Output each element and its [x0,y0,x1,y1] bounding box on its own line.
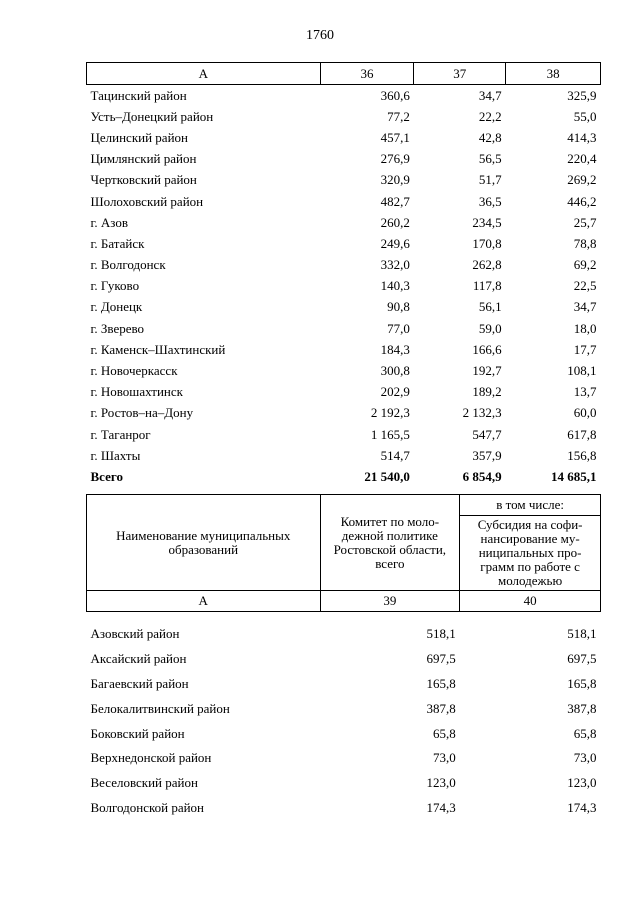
value-col-39-cell: 387,8 [426,700,456,716]
value-col-37-cell: 117,8 [472,278,502,294]
municipality-name-cell: Боковский район [90,725,185,741]
value-col-38-cell: 78,8 [573,235,597,251]
value-col-36-cell: 332,0 [380,257,410,273]
value-col-38-cell: 14 685,1 [551,468,597,484]
table-row [87,318,601,339]
table-row [87,796,601,821]
value-col-36-cell: 184,3 [380,341,410,357]
municipality-name-cell: г. Таганрог [90,426,151,442]
value-col-39-cell: 518,1 [426,626,456,642]
value-col-38-cell: 220,4 [567,151,597,167]
table-row [87,721,601,746]
table-row [87,85,601,107]
value-col-39-cell: 697,5 [426,651,456,667]
header-col-37: 37 [414,63,506,85]
municipality-name-cell: г. Новошахтинск [90,384,183,400]
value-col-38-cell: 269,2 [567,172,597,188]
value-col-37-cell: 166,6 [472,341,502,357]
value-col-38-cell: 108,1 [567,363,597,379]
header-letter-a: А [87,591,321,612]
table-row [87,191,601,212]
value-col-36-cell: 300,8 [380,363,410,379]
municipality-name-cell: г. Каменск–Шахтинский [90,341,226,357]
value-col-38-cell: 414,3 [567,129,597,145]
value-col-40-cell: 123,0 [567,775,597,791]
header-col-a: А [87,63,321,85]
value-col-36-cell: 276,9 [380,151,410,167]
municipality-name-cell: г. Новочеркасск [90,363,178,379]
table-row [87,212,601,233]
value-col-37-cell: 34,7 [478,87,502,103]
value-col-36-cell: 202,9 [380,384,410,400]
municipality-name-cell: г. Батайск [90,235,145,251]
municipality-name-cell: г. Азов [90,214,128,230]
value-col-36-cell: 482,7 [380,193,410,209]
municipality-name-cell: Веселовский район [90,775,198,791]
value-col-36-cell: 2 192,3 [370,405,410,421]
table-row [87,127,601,148]
table-row [87,149,601,170]
municipality-name-cell: Тацинский район [90,87,187,103]
spacer-cell [87,612,601,623]
value-col-38-cell: 55,0 [573,108,597,124]
value-col-37-cell: 262,8 [472,257,502,273]
municipality-name-cell: г. Донецк [90,299,143,315]
value-col-40-cell: 73,0 [573,750,597,766]
table-row [87,672,601,697]
value-col-38-cell: 60,0 [573,405,597,421]
budget-table-columns-36-38 [86,62,601,488]
value-col-36-cell: 140,3 [380,278,410,294]
value-col-39-cell: 123,0 [426,775,456,791]
table-row [87,276,601,297]
header-col-40: Субсидия на софи-нансирование му-ниципальных про-грамм по работе с молодежью [460,516,601,591]
value-col-37-cell: 234,5 [472,214,502,230]
header-col-36: 36 [320,63,414,85]
value-col-38-cell: 325,9 [567,87,597,103]
table-body [87,85,601,488]
value-col-36-cell: 260,2 [380,214,410,230]
table-row [87,424,601,445]
value-col-38-cell: 13,7 [573,384,597,400]
value-col-39-cell: 165,8 [426,675,456,691]
page-number: 1760 [306,28,334,43]
value-col-37-cell: 59,0 [478,320,502,336]
table-row [87,360,601,381]
municipality-name-cell: Аксайский район [90,651,187,667]
value-col-36-cell: 320,9 [380,172,410,188]
value-col-40-cell: 165,8 [567,675,597,691]
table-header-row [87,495,601,516]
municipality-name-cell: Шолоховский район [90,193,204,209]
table-body [87,612,601,821]
header-col-39: Комитет по моло-дежной политике Ростовской области, всего [320,495,460,591]
value-col-39-cell: 174,3 [426,799,456,815]
municipality-name-cell: Багаевский район [90,675,189,691]
value-col-37-cell: 547,7 [472,426,502,442]
value-col-40-cell: 65,8 [573,725,597,741]
table-row [87,170,601,191]
budget-table-columns-39-40 [86,494,601,820]
value-col-36-cell: 249,6 [380,235,410,251]
value-col-37-cell: 189,2 [472,384,502,400]
municipality-name-cell: Целинский район [90,129,188,145]
value-col-40-cell: 697,5 [567,651,597,667]
municipality-name-cell: г. Волгодонск [90,257,166,273]
value-col-38-cell: 69,2 [573,257,597,273]
value-col-38-cell: 25,7 [573,214,597,230]
value-col-36-cell: 21 540,0 [364,468,410,484]
municipality-name-cell: Верхнедонской район [90,750,212,766]
table-row [87,382,601,403]
value-col-40-cell: 174,3 [567,799,597,815]
value-col-39-cell: 65,8 [432,725,456,741]
table-row [87,771,601,796]
value-col-37-cell: 51,7 [478,172,502,188]
table-row [87,696,601,721]
table-row [87,339,601,360]
table-row [87,255,601,276]
header-col-38: 38 [506,63,601,85]
municipality-name-cell: г. Гуково [90,278,140,294]
table-row [87,445,601,466]
value-col-36-cell: 90,8 [387,299,410,315]
value-col-38-cell: 34,7 [573,299,597,315]
value-col-36-cell: 1 165,5 [370,426,410,442]
value-col-36-cell: 77,2 [387,108,410,124]
value-col-37-cell: 192,7 [472,363,502,379]
value-col-38-cell: 18,0 [573,320,597,336]
header-letter-39: 39 [320,591,460,612]
municipality-name-cell: г. Зверево [90,320,145,336]
municipality-name-cell: г. Шахты [90,447,141,463]
value-col-38-cell: 446,2 [567,193,597,209]
value-col-38-cell: 17,7 [573,341,597,357]
table-row [87,622,601,647]
value-col-37-cell: 2 132,3 [462,405,502,421]
municipality-name-cell: Цимлянский район [90,151,197,167]
value-col-36-cell: 457,1 [380,129,410,145]
spacer-row [87,612,601,623]
header-including: в том числе: [460,495,601,516]
value-col-38-cell: 156,8 [567,447,597,463]
value-col-37-cell: 22,2 [478,108,502,124]
table-row [87,746,601,771]
value-col-36-cell: 360,6 [380,87,410,103]
value-col-37-cell: 56,1 [478,299,502,315]
table-row [87,297,601,318]
municipality-name-cell: Всего [90,468,123,484]
value-col-37-cell: 42,8 [478,129,502,145]
value-col-37-cell: 36,5 [478,193,502,209]
value-col-37-cell: 6 854,9 [462,468,502,484]
total-row [87,466,601,487]
municipality-name-cell: Белокалитвинский район [90,700,230,716]
value-col-40-cell: 518,1 [567,626,597,642]
value-col-38-cell: 22,5 [573,278,597,294]
table-row [87,106,601,127]
table-row [87,403,601,424]
municipality-name-cell: Чертковский район [90,172,197,188]
table-header-letters-row [87,591,601,612]
municipality-name-cell: г. Ростов–на–Дону [90,405,194,421]
value-col-37-cell: 357,9 [472,447,502,463]
value-col-37-cell: 170,8 [472,235,502,251]
municipality-name-cell: Волгодонской район [90,799,205,815]
header-municipality-name: Наименование муниципальных образований [87,495,321,591]
value-col-38-cell: 617,8 [567,426,597,442]
value-col-37-cell: 56,5 [478,151,502,167]
header-letter-40: 40 [460,591,601,612]
municipality-name-cell: Азовский район [90,626,180,642]
value-col-36-cell: 77,0 [387,320,410,336]
table-row [87,647,601,672]
table-row [87,233,601,254]
municipality-name-cell: Усть–Донецкий район [90,108,214,124]
value-col-36-cell: 514,7 [380,447,410,463]
value-col-40-cell: 387,8 [567,700,597,716]
value-col-39-cell: 73,0 [432,750,456,766]
table-header-row [87,63,601,85]
